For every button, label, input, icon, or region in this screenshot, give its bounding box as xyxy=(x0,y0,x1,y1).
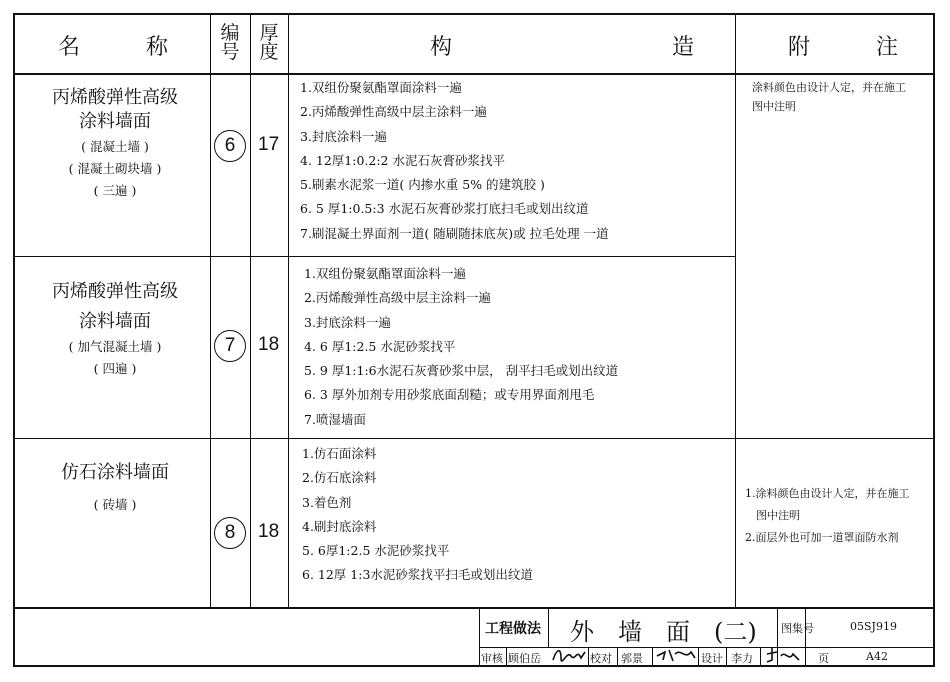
row2-step-2: 2.丙烯酸弹性高级中层主涂料一遍 xyxy=(304,290,491,306)
note2-line3: 2.面层外也可加一道罩面防水剂 xyxy=(745,531,899,544)
tb-line-4 xyxy=(805,607,806,667)
row1-step-1: 1.双组份聚氨酯罩面涂料一遍 xyxy=(300,80,462,95)
notes-block-1 xyxy=(752,78,932,116)
header-number xyxy=(218,24,242,62)
row-divider-1 xyxy=(13,256,735,257)
row2-step-6: 6. 3 厚外加剂专用砂浆底面刮糙；或专用界面剂甩毛 xyxy=(304,387,595,403)
col-line-number xyxy=(250,13,251,607)
row3-step-4: 4.刷封底涂料 xyxy=(302,518,377,534)
row2-step-1: 1.双组份聚氨酯罩面涂料一遍 xyxy=(304,266,466,281)
row1-thickness: 17 xyxy=(258,134,280,155)
designer-signature-icon xyxy=(763,646,803,664)
title-block-top xyxy=(13,607,935,609)
checker-signature-icon xyxy=(655,646,697,664)
row1-sub-2: ( 混凝土砌块墙 ) xyxy=(68,161,162,176)
title-block-mid xyxy=(479,647,935,648)
col-line-name xyxy=(210,13,211,607)
row2-subtitle xyxy=(30,336,200,380)
row2-name-line1: 丙烯酸弹性高级 xyxy=(52,281,178,302)
row3-number-circle: 8 xyxy=(214,517,246,549)
reviewer-signature-icon xyxy=(551,646,587,664)
row1-name-line1: 丙烯酸弹性高级 xyxy=(52,87,178,108)
col-line-thickness xyxy=(288,13,289,607)
notes-block-2 xyxy=(745,483,935,549)
header-construction: 构 造 xyxy=(430,35,695,60)
row1-subtitle xyxy=(30,136,200,202)
row1-name-line2: 涂料墙面 xyxy=(79,111,151,132)
row2-step-4: 4. 6 厚1:2.5 水泥砂浆找平 xyxy=(304,338,456,354)
row2-number-circle: 7 xyxy=(214,330,246,362)
note2-line2: 图中注明 xyxy=(745,509,800,522)
row3-thickness: 18 xyxy=(258,521,280,542)
row1-step-5: 5.刷素水泥浆一道( 内掺水重 5% 的建筑胶 ) xyxy=(300,177,545,193)
col-line-construction xyxy=(735,13,736,607)
row1-step-4: 4. 12厚1:0.2:2 水泥石灰膏砂浆找平 xyxy=(300,152,505,168)
tb-design-label: 设计 xyxy=(701,652,723,665)
row1-step-6: 6. 5 厚1:0.5:3 水泥石灰膏砂浆打底扫毛或划出纹道 xyxy=(300,201,589,217)
row2-steps xyxy=(304,262,618,432)
tb-line-9 xyxy=(698,647,699,667)
header-divider xyxy=(13,73,935,75)
header-name: 名 称 xyxy=(58,35,169,60)
tb-label: 工程做法 xyxy=(485,621,541,637)
row3-sub-1: ( 砖墙 ) xyxy=(93,497,137,512)
row3-name xyxy=(30,461,200,485)
header-number-text: 编号 xyxy=(220,22,240,63)
row1-sub-3: ( 三遍 ) xyxy=(93,183,137,198)
row2-name-line2: 涂料墙面 xyxy=(79,311,151,332)
row1-step-7: 7.刷混凝土界面剂一道( 随刷随抹底灰)或 拉毛处理 一道 xyxy=(300,225,609,241)
tb-review-label: 审核 xyxy=(481,652,503,665)
row3-name-line1: 仿石涂料墙面 xyxy=(61,462,169,483)
note2-line1: 1.涂料颜色由设计人定，并在施工 xyxy=(745,487,910,500)
tb-line-2 xyxy=(548,607,549,647)
tb-line-6 xyxy=(588,647,589,667)
tb-page-label: 页 xyxy=(818,652,829,665)
tb-line-5 xyxy=(506,647,507,667)
tb-atlas-label: 图集号 xyxy=(781,622,814,635)
row2-sub-1: ( 加气混凝土墙 ) xyxy=(68,339,162,354)
tb-line-11 xyxy=(760,647,761,667)
tb-title: 外 墙 面 (二) xyxy=(570,618,757,646)
row3-steps xyxy=(302,442,533,588)
row3-step-6: 6. 12厚 1:3水泥砂浆找平扫毛或划出纹道 xyxy=(302,567,533,583)
tb-designer: 李力 xyxy=(731,652,753,665)
row2-step-3: 3.封底涂料一遍 xyxy=(304,314,391,330)
row2-step-7: 7.喷湿墙面 xyxy=(304,411,366,427)
row2-name xyxy=(30,280,200,334)
row-divider-2 xyxy=(13,438,935,439)
tb-checker: 郭景 xyxy=(621,652,643,665)
tb-line-8 xyxy=(652,647,653,667)
tb-line-1 xyxy=(479,607,480,667)
row1-step-3: 3.封底涂料一遍 xyxy=(300,128,387,144)
tb-designer-signature xyxy=(763,646,803,668)
row3-step-3: 3.着色剂 xyxy=(302,494,352,510)
row1-number-circle: 6 xyxy=(214,130,246,162)
tb-line-7 xyxy=(617,647,618,667)
row2-step-5: 5. 9 厚1:1:6水泥石灰膏砂浆中层， 刮平扫毛或划出纹道 xyxy=(304,363,619,379)
row3-step-2: 2.仿石底涂料 xyxy=(302,470,377,486)
tb-check-label: 校对 xyxy=(590,652,612,665)
row2-thickness: 18 xyxy=(258,334,280,355)
row3-step-1: 1.仿石面涂料 xyxy=(302,446,377,461)
note1-line2: 图中注明 xyxy=(752,100,796,113)
row2-sub-2: ( 四遍 ) xyxy=(93,361,137,376)
header-thickness-text: 厚度 xyxy=(259,22,279,63)
tb-line-10 xyxy=(726,647,727,667)
tb-checker-signature xyxy=(655,646,697,668)
header-thickness xyxy=(257,24,281,62)
row3-step-5: 5. 6厚1:2.5 水泥砂浆找平 xyxy=(302,543,450,559)
row1-step-2: 2.丙烯酸弹性高级中层主涂料一遍 xyxy=(300,104,487,120)
tb-reviewer: 顾伯岳 xyxy=(508,652,541,665)
row1-steps xyxy=(300,76,609,246)
row1-sub-1: ( 混凝土墙 ) xyxy=(81,139,149,154)
tb-page-no: A42 xyxy=(866,650,888,663)
header-notes: 附 注 xyxy=(788,35,899,60)
tb-reviewer-signature xyxy=(551,646,587,668)
tb-atlas-no: 05SJ919 xyxy=(850,620,897,633)
row1-name xyxy=(30,86,200,134)
row3-subtitle xyxy=(30,494,200,516)
note1-line1: 涂料颜色由设计人定，并在施工 xyxy=(752,81,906,94)
